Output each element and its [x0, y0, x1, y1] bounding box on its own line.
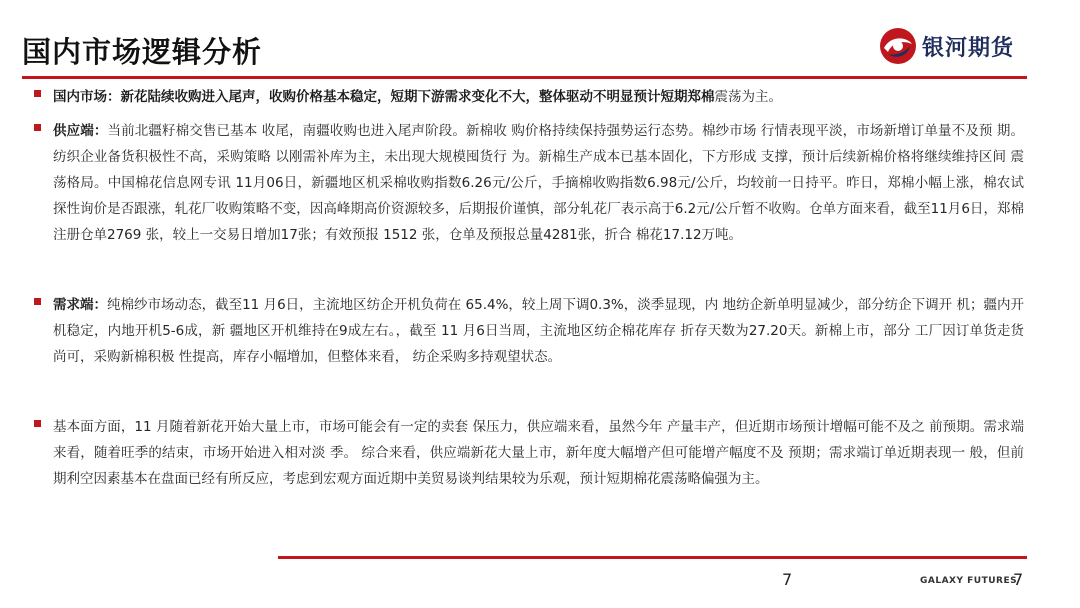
section-text: 当前北疆籽棉交售已基本 收尾，南疆收购也进入尾声阶段。新棉收 购价格持续保持强势运行态势。棉纱市场 行情表现平淡，市场新增订单量不及预 期。纺织企业备货积极性不高，采购策略 以刚需补库为主，未出现大规模囤货行 为。新棉生产成本已基本固化，下方形成 支撑，预计后续新棉价格将继续维持区间 震荡格局。中国棉花信息网专讯 11月06日，新疆地区机采棉收购指数6.26元/公斤，手摘棉收购指数6.98元/公斤，均较前一日持平。昨日，郑棉小幅上涨，棉农试探性询价是否跟涨，轧花厂收购策略不变，因高峰期高价资源较多，后期报价谨慎，部分轧花厂表示高于6.2元/公斤暂不收购。仓单方面来看，截至11月6日，郑棉注册仓单2769 张，较上一交易日增加17张；有效预报 1512 张，仓单及预报总量4281张，折合 棉花17.12万吨。 [53, 123, 1024, 243]
section-text: 基本面方面，11 月随着新花开始大量上市，市场可能会有一定的卖套 保压力，供应端来看，虽然今年 产量丰产，但近期市场预计增幅可能不及之 前预期。需求端来看，随着旺季的结束，市场开始进入相对淡 季。 综合来看，供应端新花大量上市，新年度大幅增产但可能增产幅度不及 预期；需求端订单近期表现一 般，但前期利空因素基本在盘面已经有所反应，考虑到宏观方面近期中美贸易谈判结果较为乐观，预计短期棉花震荡略偏强为主。 [53, 419, 1024, 487]
bullet-square-icon [34, 124, 41, 131]
company-logo [878, 24, 1028, 68]
section-domestic-market [34, 84, 1024, 110]
footer-divider [278, 556, 1027, 559]
section-text: 纯棉纱市场动态，截至11 月6日，主流地区纺企开机负荷在 65.4%，较上周下调0.3%，淡季显现，内 地纺企新单明显减少，部分纺企下调开 机；疆内开机稳定，内地开机5-6成，新 疆地区开机维持在9成左右。，截至 11 月6日当周，主流地区纺企棉花库存 折存天数为27.20天。新棉上市，部分 工厂因订单货走货尚可，采购新棉积极 性提高，库存小幅增加，但整体来看， 纺企采购多持观望状态。 [53, 297, 1024, 365]
section-lead-extra: 新花陆续收购进入尾声，收购价格基本稳定，短期下游需求变化不大，整体驱动不明显预计短期郑棉 [120, 89, 715, 105]
bullet-square-icon [34, 298, 41, 305]
logo-text: 银河期货 [922, 36, 1015, 61]
bullet-square-icon [34, 90, 41, 97]
section-demand [34, 292, 1024, 370]
section-lead: 供应端： [53, 123, 108, 139]
section-fundamentals [34, 414, 1024, 492]
section-lead: 国内市场： [53, 89, 121, 105]
section-supply [34, 118, 1024, 248]
bullet-square-icon [34, 420, 41, 427]
galaxy-swirl-icon [878, 26, 918, 66]
header-divider [22, 76, 1027, 79]
section-text: 震荡为主。 [714, 89, 782, 105]
page-title: 国内市场逻辑分析 [22, 35, 263, 69]
section-lead: 需求端： [53, 297, 108, 313]
footer-brand: GALAXY FUTURES [920, 576, 1018, 586]
page-number-right: 7 [1013, 570, 1024, 589]
page-number: 7 [782, 570, 793, 589]
